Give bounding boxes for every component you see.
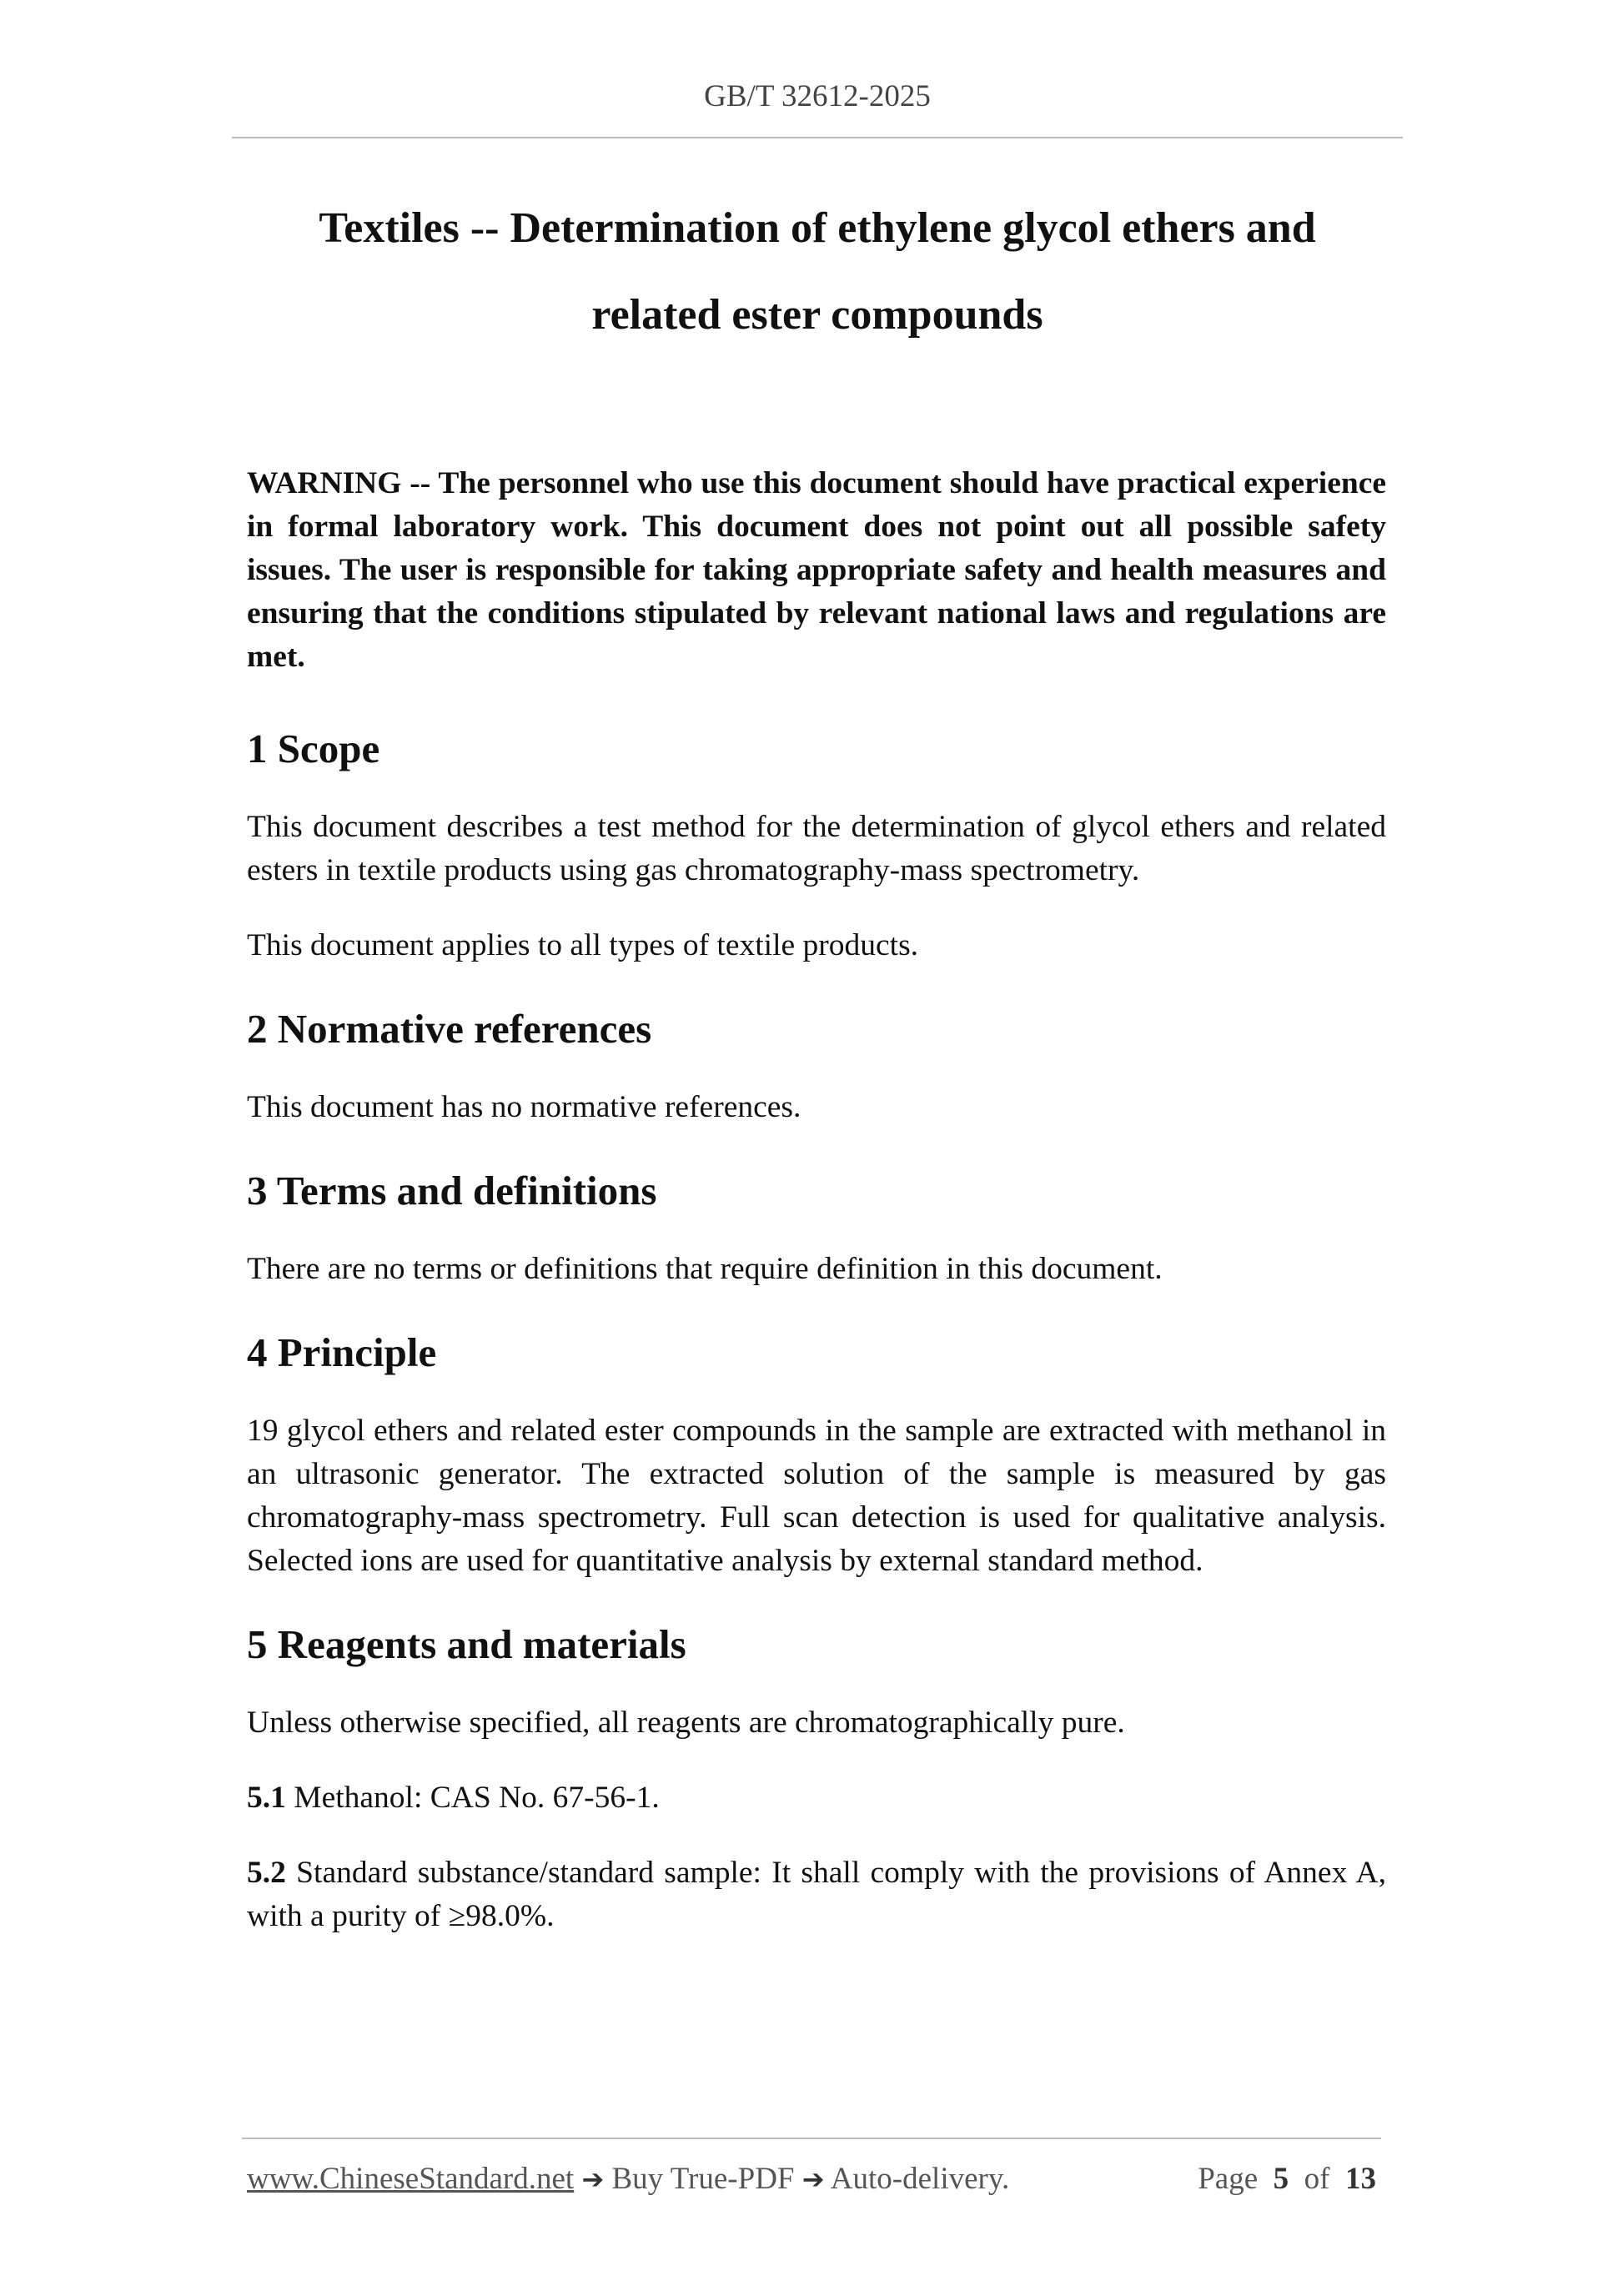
section-heading-scope: 1 Scope [247,726,380,771]
page-label: Page [1198,2162,1259,2196]
page-indicator [1198,2158,1376,2200]
clause-number: 5.1 [247,1781,286,1815]
section-heading-reagents-materials: 5 Reagents and materials [247,1621,686,1667]
warning-notice: WARNING -- The personnel who use this document should have practical experience in formal laboratory work. This document does not point out all possible safety issues. The user is responsible for taking appropriate safety and health measures and ensuring that the conditions stipulated by relevant national laws and regulations are met. [247,466,1386,674]
reagents-intro-paragraph: Unless otherwise specified, all reagents are chromatographically pure. [247,1706,1125,1740]
arrow-right-icon: ➔ [801,2163,825,2195]
terms-definitions-paragraph: There are no terms or definitions that require definition in this document. [247,1252,1163,1286]
normative-references-paragraph: This document has no normative references. [247,1090,801,1124]
clause-text: Methanol: CAS No. 67-56-1. [294,1781,660,1815]
current-page-number: 5 [1273,2162,1289,2196]
page-header: GB/T 32612-2025 [704,79,931,113]
footer-promo [247,2158,1009,2200]
document-title [232,185,1403,359]
buy-true-pdf-text: Buy True-PDF [611,2162,795,2196]
title-line-2: related ester compounds [591,291,1043,339]
header-divider [232,137,1403,138]
principle-paragraph: 19 glycol ethers and related ester compounds in the sample are extracted with methanol in an ultrasonic generator. The extracted solution of the sample is measured by gas chromatography-mass spectrometry. Full scan detection is used for qualitative analysis. Selected ions are used for quantitative analysis by external standard method. [247,1414,1386,1578]
footer-divider [242,2138,1381,2139]
title-line-1: Textiles -- Determination of ethylene glycol ethers and [319,204,1316,252]
scope-paragraph-1: This document describes a test method for the determination of glycol ethers and related esters in textile products using gas chromatography-mass spectrometry. [247,810,1386,887]
section-heading-normative-references: 2 Normative references [247,1006,652,1052]
total-pages-number: 13 [1345,2162,1376,2196]
clause-5-2 [247,1851,1386,1938]
auto-delivery-text: Auto-delivery. [830,2162,1010,2196]
clause-text: Standard substance/standard sample: It shall comply with the provisions of Annex A, with a purity of ≥98.0%. [247,1856,1386,1933]
arrow-right-icon: ➔ [581,2163,605,2195]
document-body [247,724,1386,1970]
of-label: of [1304,2162,1330,2196]
scope-paragraph-2: This document applies to all types of textile products. [247,928,919,962]
clause-number: 5.2 [247,1856,286,1890]
section-heading-principle: 4 Principle [247,1329,437,1375]
clause-5-1 [247,1776,1386,1820]
website-link[interactable]: www.ChineseStandard.net [247,2162,575,2196]
section-heading-terms-definitions: 3 Terms and definitions [247,1168,657,1213]
